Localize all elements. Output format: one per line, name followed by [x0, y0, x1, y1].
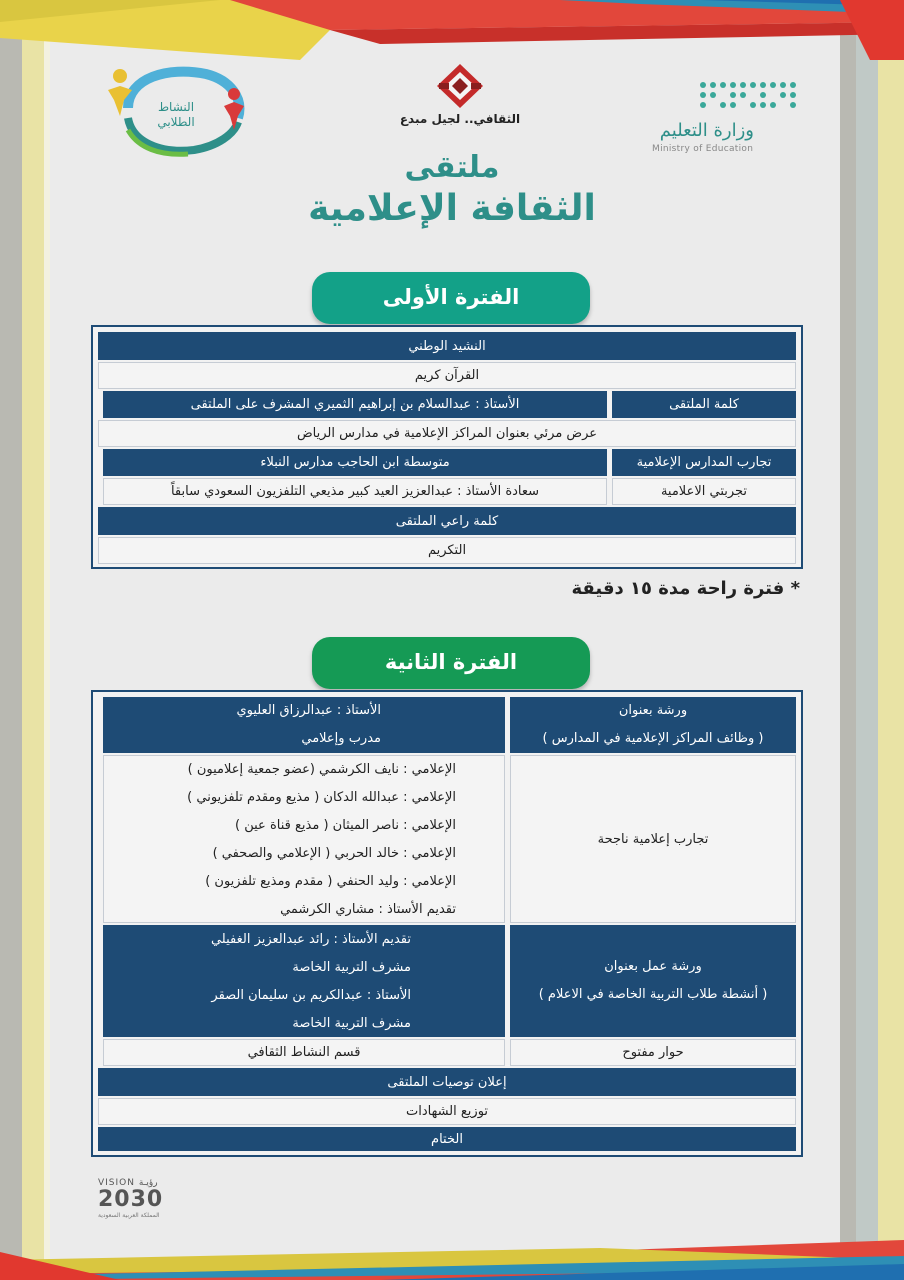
success-stories-list: [126, 756, 456, 924]
row-certificates: توزيع الشهادات: [98, 1098, 796, 1125]
workshop2-cell: [510, 925, 796, 1037]
break-note: * فترة راحة مدة ١٥ دقيقة: [571, 578, 800, 599]
row-school-experiences-label: تجارب المدارس الإعلامية: [612, 449, 796, 476]
list-item: الإعلامي : خالد الحربي ( الإعلامي والصحفي ): [212, 846, 456, 861]
workshop1-topic: ( وظائف المراكز الإعلامية في المدارس ): [542, 731, 764, 746]
student-activity-logo: [98, 60, 248, 158]
workshop1-label: ورشة بعنوان: [618, 703, 688, 718]
period1-heading: الفترة الأولى: [312, 272, 590, 324]
student-activity-name: النشاط الطلابي: [157, 100, 195, 129]
row-presentation: عرض مرئي بعنوان المراكز الإعلامية في مدارس الرياض: [98, 420, 796, 447]
list-item: الإعلامي : وليد الحنفي ( مقدم ومذيع تلفزيون ): [205, 874, 456, 889]
workshop2-topic: ( أنشطة طلاب التربية الخاصة في الاعلام ): [538, 987, 768, 1002]
ministry-name-english: Ministry of Education: [652, 144, 754, 154]
list-item: الإعلامي : عبدالله الدكان ( مذيع ومقدم تلفزيوني ): [187, 790, 456, 805]
workshop2-presenters: تقديم الأستاذ : رائد عبدالعزيز الغفيلي مشرف التربية الخاصة الأستاذ : عبدالكريم بن سليمان الصقر مشرف التربية الخاصة: [210, 932, 411, 1031]
list-item: الإعلامي : نايف الكرشمي (عضو جمعية إعلاميون ): [187, 762, 456, 777]
row-forum-speech-label: كلمة الملتقى: [612, 391, 796, 418]
row-sponsor-speech: كلمة راعي الملتقى: [98, 507, 796, 535]
page-title-line1: ملتقى: [404, 150, 500, 185]
ministry-logo: [646, 74, 816, 158]
list-item: تقديم الأستاذ : مشاري الكرشمي: [280, 902, 456, 917]
row-closing: الختام: [98, 1127, 796, 1151]
ministry-dots-icon: [698, 80, 798, 114]
row-my-experience-label: تجربتي الاعلامية: [612, 478, 796, 505]
dialogue-label: حوار مفتوح: [510, 1039, 796, 1066]
row-school-experiences-value: متوسطة ابن الحاجب مدارس النبلاء: [103, 449, 607, 476]
list-item: الإعلامي : ناصر الميثان ( مذيع قناة عين ): [235, 818, 456, 833]
culture-emblem-icon: [435, 62, 485, 110]
success-stories-label: تجارب إعلامية ناجحة: [510, 755, 796, 923]
row-recommendations: إعلان توصيات الملتقى: [98, 1068, 796, 1096]
page-title-line2: الثقافة الإعلامية: [308, 188, 596, 229]
row-my-experience-value: سعادة الأستاذ : عبدالعزيز العيد كبير مذيعي التلفزيون السعودي سابقاً: [103, 478, 607, 505]
culture-logo: [380, 62, 540, 132]
period2-table: [91, 690, 803, 1157]
row-quran: القرآن كريم: [98, 362, 796, 389]
period1-table: [91, 325, 803, 569]
workshop1-presenter: الأستاذ : عبدالرزاق العليوي مدرب وإعلامي: [236, 703, 381, 746]
row-forum-speech-value: الأستاذ : عبدالسلام بن إبراهيم الثميري المشرف على الملتقى: [103, 391, 607, 418]
workshop2-label: ورشة عمل بعنوان: [604, 959, 702, 974]
culture-slogan: الثقافي.. لجيل مبدع: [399, 112, 521, 126]
period2-heading: الفترة الثانية: [312, 637, 590, 689]
workshop1-cell: [510, 697, 796, 753]
ministry-name: وزارة التعليم: [659, 120, 754, 141]
row-anthem: النشيد الوطني: [98, 332, 796, 360]
dialogue-value: قسم النشاط الثقافي: [103, 1039, 505, 1066]
vision-2030-logo: VISION رؤيـة 2030 المملكة العربية السعودية: [98, 1178, 164, 1219]
top-color-band: [0, 0, 904, 60]
row-honoring: التكريم: [98, 537, 796, 564]
